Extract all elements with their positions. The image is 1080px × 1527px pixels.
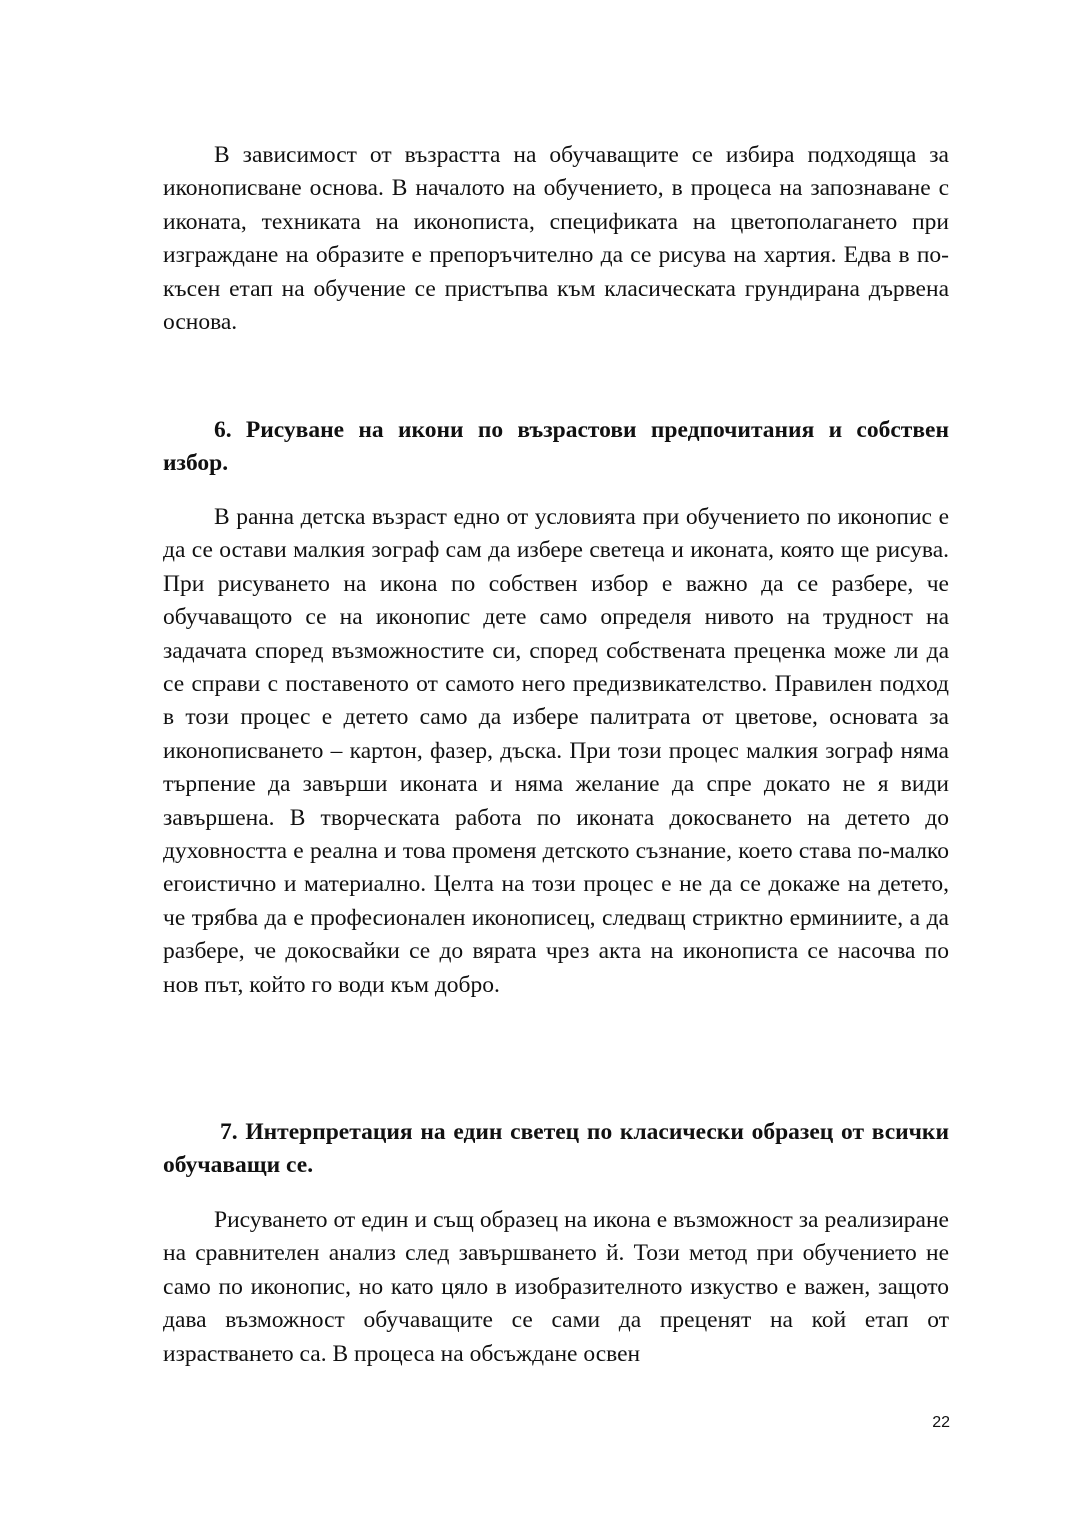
paragraph-3-text: Рисуването от един и същ образец на икона е възможност за реализиране на сравнителен анализ след завършването й. Този метод при обучението не само по иконопис, но като цяло в изобразителното изкуство е важен, защото дава възможност обучаващите се сами да преценят на кой етап от израстването са. В процеса на обсъждане освен (163, 1207, 949, 1367)
section-7-heading-text: 7. Интерпретация на един светец по класически образец от всички обучаващи се. (163, 1119, 949, 1179)
paragraph-3 (163, 1204, 949, 1371)
paragraph-1 (163, 139, 949, 339)
paragraph-1-text: В зависимост от възрастта на обучаващите се избира подходяща за иконописване основа. В началото на обучението, в процеса на запознаване с иконата, техниката на иконописта, спецификата на цветополагането при изграждане на образите е препоръчително да се рисува на хартия. Едва в по-късен етап на обучение се пристъпва към класическата грундирана дървена основа. (163, 142, 949, 336)
section-7-heading (163, 1116, 949, 1183)
section-6-heading (163, 414, 949, 481)
page-number: 22 (932, 1414, 950, 1431)
section-6-heading-text: 6. Рисуване на икони по възрастови предпочитания и собствен избор. (163, 417, 949, 477)
paragraph-2-text: В ранна детска възраст едно от условията при обучението по иконопис е да се остави малкия зограф сам да избере светеца и иконата, която ще рисува. При рисуването на икона по собствен избор е важно да се разбере, че обучаващото се на иконопис дете само определя нивото на трудност на задачата според възможностите си, според собствената преценка може ли да се справи с поставеното от самото него предизвикателство. Правилен подход в този процес е детето само да избере палитрата от цветове, основата за иконописването – картон, фазер, дъска. При този процес малкия зограф няма търпение да завърши иконата и няма желание да спре докато не я види завършена. В творческата работа по иконата докосването на детето до духовността е реална и това променя детското съзнание, което става по-малко егоистично и материално. Целта на този процес е не да се докаже на детето, че трябва да е професионален иконописец, следващ стриктно ерминиите, а да разбере, че докосвайки се до вярата чрез акта на иконописта се насочва по нов път, който го води към добро. (163, 504, 949, 998)
paragraph-2 (163, 501, 949, 1002)
